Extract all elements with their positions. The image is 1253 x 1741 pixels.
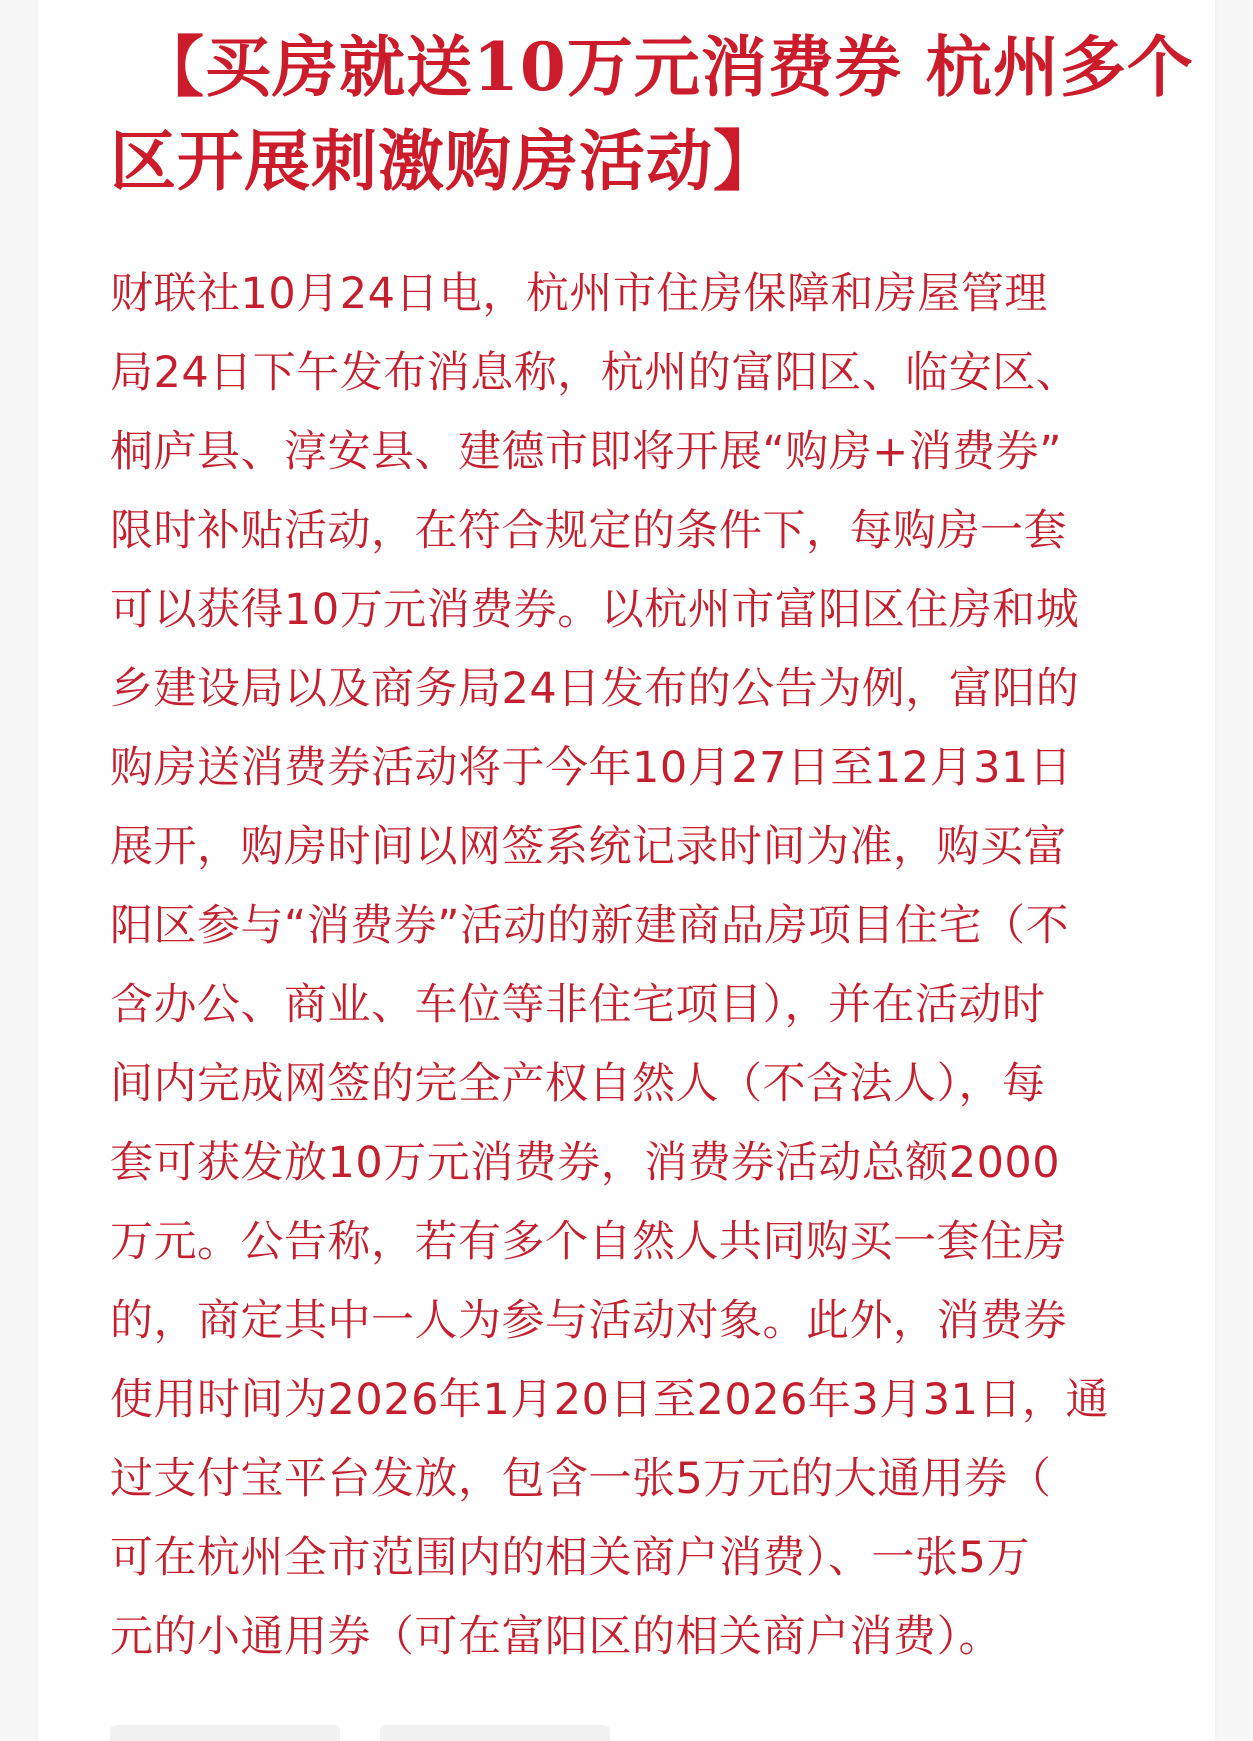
body-line: 乡建设局以及商务局24日发布的公告为例，富阳的 xyxy=(110,664,1080,714)
body-line: 限时补贴活动，在符合规定的条件下，每购房一套 xyxy=(110,506,1067,556)
body-line: 财联社10月24日电，杭州市住房保障和房屋管理 xyxy=(110,269,1048,319)
bottom-tab-left[interactable] xyxy=(110,1725,340,1741)
body-line: 阳区参与“消费券”活动的新建商品房项目住宅（不 xyxy=(110,901,1070,951)
title-line-2: 区开展刺激购房活动】 xyxy=(110,122,780,200)
bottom-tab-right[interactable] xyxy=(380,1725,610,1741)
body-line: 套可获发放10万元消费券，消费券活动总额2000 xyxy=(110,1138,1061,1188)
body-line: 使用时间为2026年1月20日至2026年3月31日，通 xyxy=(110,1375,1110,1425)
body-line: 万元。公告称，若有多个自然人共同购买一套住房 xyxy=(110,1217,1067,1267)
bottom-action-strip xyxy=(110,1725,710,1741)
body-line: 购房送消费券活动将于今年10月27日至12月31日 xyxy=(110,743,1073,793)
body-line: 含办公、商业、车位等非住宅项目），并在活动时 xyxy=(110,980,1046,1030)
body-line: 可在杭州全市范围内的相关商户消费）、一张5万 xyxy=(110,1533,1030,1583)
body-line: 可以获得10万元消费券。以杭州市富阳区住房和城 xyxy=(110,585,1080,635)
body-line: 局24日下午发布消息称，杭州的富阳区、临安区、 xyxy=(110,348,1080,398)
body-line: 过支付宝平台发放，包含一张5万元的大通用券（ xyxy=(110,1454,1052,1504)
body-line: 元的小通用券（可在富阳区的相关商户消费）。 xyxy=(110,1612,1002,1662)
article-body xyxy=(110,255,1170,1677)
article-title xyxy=(110,20,1194,208)
body-line: 间内完成网签的完全产权自然人（不含法人），每 xyxy=(110,1059,1046,1109)
title-line-1: 【买房就送10万元消费券 杭州多个 xyxy=(138,28,1194,106)
body-line: 展开，购房时间以网签系统记录时间为准，购买富 xyxy=(110,822,1067,872)
body-line: 桐庐县、淳安县、建德市即将开展“购房+消费券” xyxy=(110,427,1063,477)
body-line: 的，商定其中一人为参与活动对象。此外，消费券 xyxy=(110,1296,1067,1346)
